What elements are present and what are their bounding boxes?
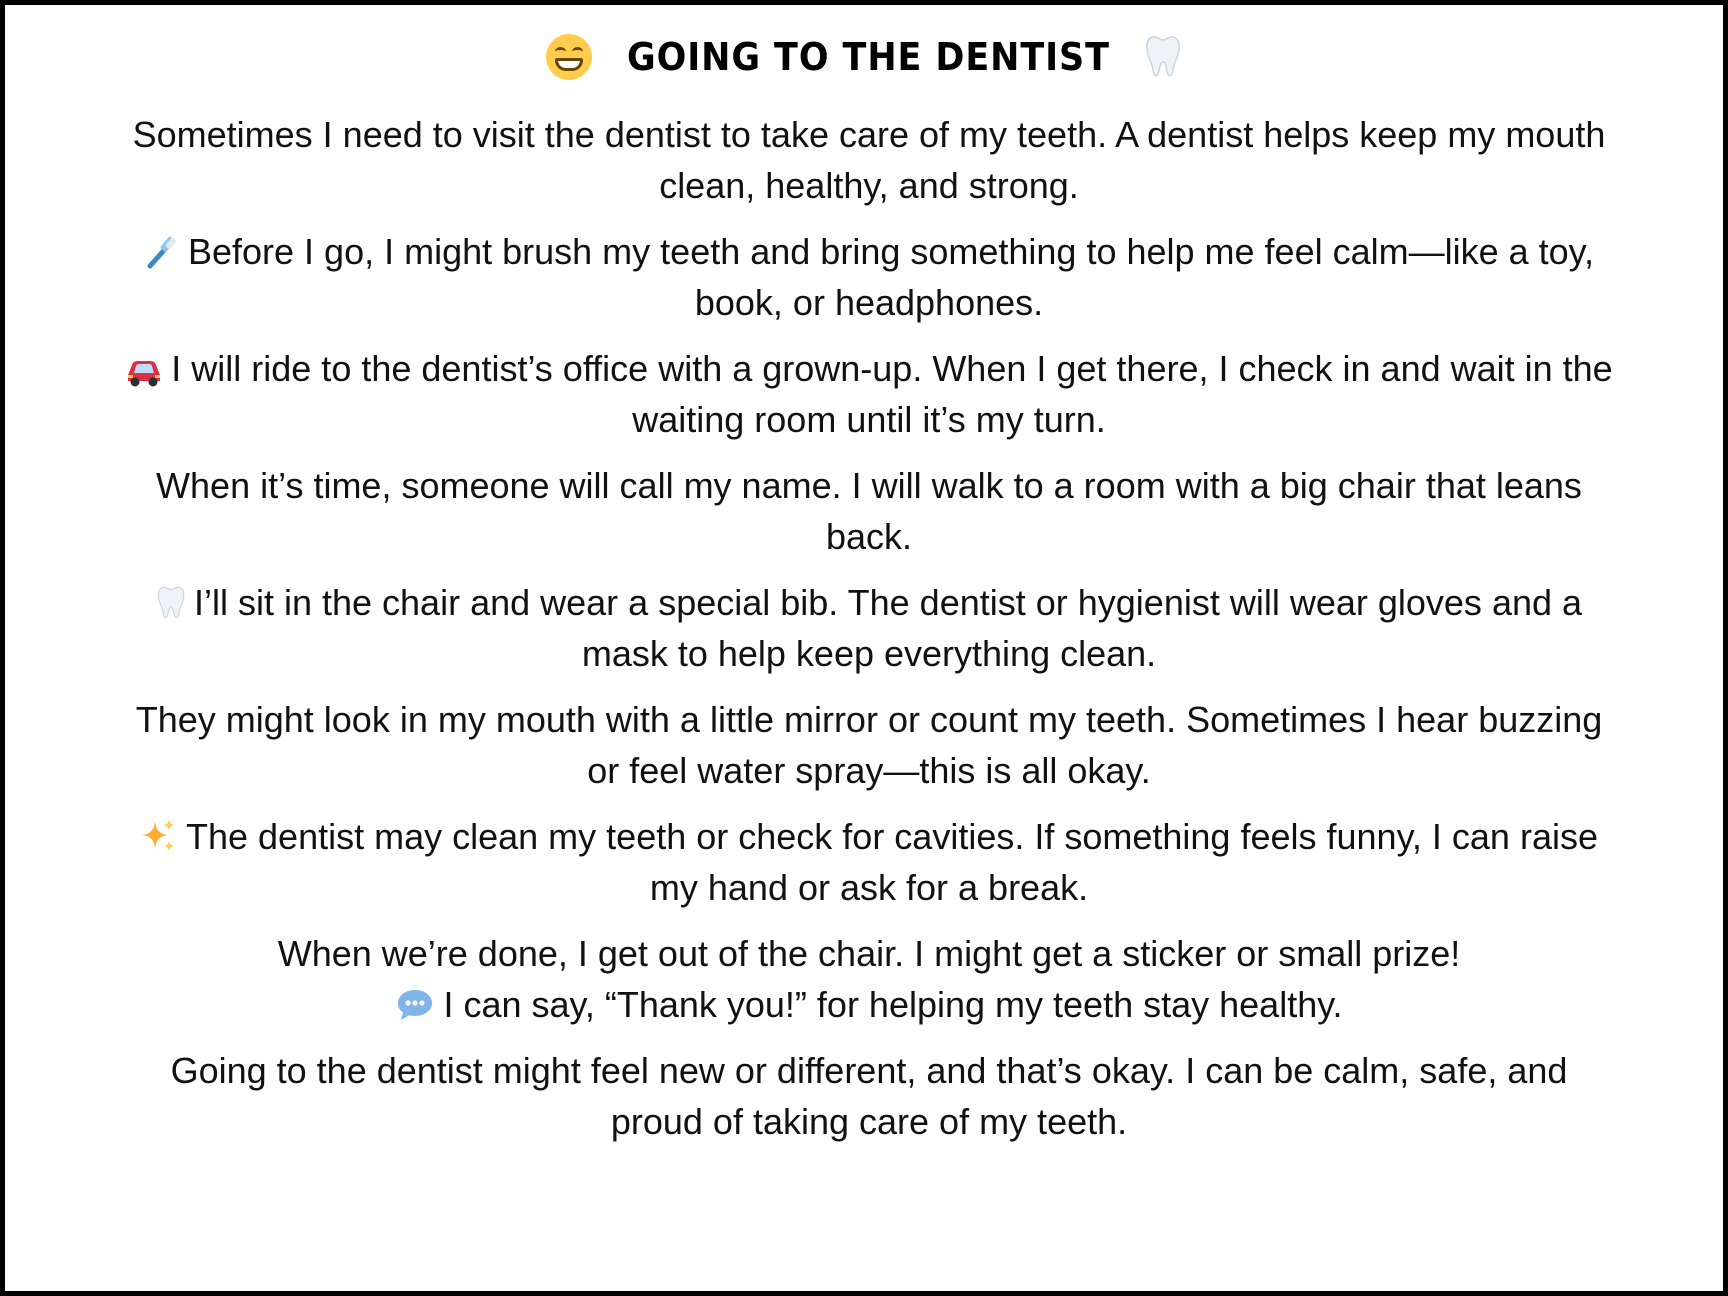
paragraph-line: Before I go, I might brush my teeth and bring something to help me feel calm—like a toy,: [187, 231, 1595, 272]
paragraph-line: back.: [825, 516, 913, 557]
paragraph-8: [25, 928, 1713, 1030]
paragraph-7: [25, 811, 1713, 913]
paragraph-line: my hand or ask for a break.: [649, 867, 1089, 908]
paragraph-line: When we’re done, I get out of the chair. I might get a sticker or small prize!: [277, 933, 1461, 974]
paragraph-3: [25, 343, 1713, 445]
paragraph-6: [25, 694, 1713, 796]
paragraph-5: [25, 577, 1713, 679]
paragraph-1: [25, 109, 1713, 211]
paragraph-line: I’ll sit in the chair and wear a special bib. The dentist or hygienist will wear gloves and a: [193, 582, 1583, 623]
paragraph-line: book, or headphones.: [694, 282, 1044, 323]
paragraph-line-with-icon: [25, 343, 1713, 394]
paragraph-line: mask to help keep everything clean.: [581, 633, 1157, 674]
page-title: GOING TO THE DENTIST: [626, 35, 1110, 79]
paragraph-2: [25, 226, 1713, 328]
speech-bubble-icon: [395, 987, 435, 1023]
grinning-face-icon: [546, 34, 592, 80]
paragraph-4: [25, 460, 1713, 562]
paragraph-line: or feel water spray—this is all okay.: [587, 750, 1151, 791]
paragraph-line: waiting room until it’s my turn.: [632, 399, 1106, 440]
paragraph-line: I can say, “Thank you!” for helping my teeth stay healthy.: [443, 984, 1343, 1025]
paragraph-line: proud of taking care of my teeth.: [610, 1101, 1128, 1142]
paragraph-line: clean, healthy, and strong.: [659, 165, 1079, 206]
toothbrush-icon: [144, 234, 180, 270]
sparkles-icon: [140, 817, 178, 855]
paragraph-line-with-icon: [25, 979, 1713, 1030]
paragraph-line-with-icon: [25, 226, 1713, 277]
paragraph-9: [25, 1045, 1713, 1147]
story-text: [25, 109, 1713, 1162]
tooth-icon: [1144, 34, 1182, 80]
paragraph-line: They might look in my mouth with a little mirror or count my teeth. Sometimes I hear buzzing: [135, 699, 1603, 740]
tooth-icon: [156, 585, 186, 621]
paragraph-line: Going to the dentist might feel new or different, and that’s okay. I can be calm, safe, and: [170, 1050, 1568, 1091]
paragraph-line: Sometimes I need to visit the dentist to take care of my teeth. A dentist helps keep my mouth: [132, 114, 1606, 155]
paragraph-line: The dentist may clean my teeth or check for cavities. If something feels funny, I can raise: [186, 816, 1598, 857]
paragraph-line-with-icon: [25, 577, 1713, 628]
paragraph-line: I will ride to the dentist’s office with a grown-up. When I get there, I check in and wait in the: [171, 348, 1613, 389]
car-icon: [125, 357, 163, 387]
paragraph-line-with-icon: [25, 811, 1713, 862]
paragraph-line: When it’s time, someone will call my name. I will walk to a room with a big chair that leans: [156, 465, 1582, 506]
title-row: [5, 29, 1723, 85]
